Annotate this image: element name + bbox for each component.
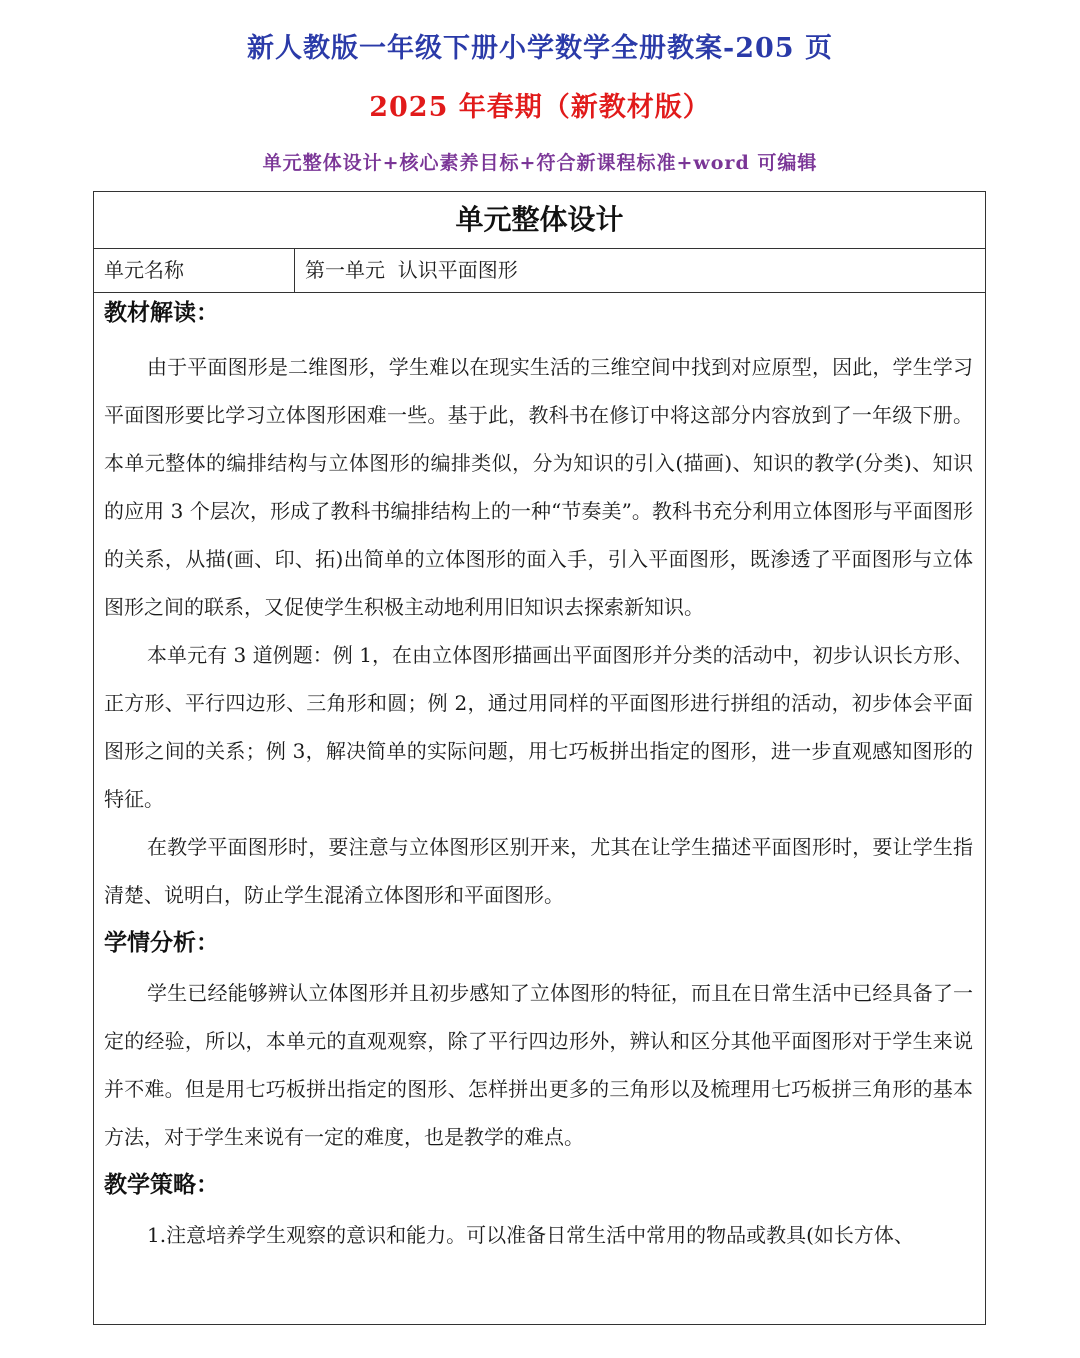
table-heading: 单元整体设计 (94, 192, 985, 249)
document-title: 新人教版一年级下册小学数学全册教案-205 页 (247, 33, 833, 64)
paragraph: 学生已经能够辨认立体图形并且初步感知了立体图形的特征，而且在日常生活中已经具备了一定的经验，所以，本单元的直观观察，除了平行四边形外，辨认和区分其他平面图形对于学生来说并不难。但是用七巧板拼出指定的图形、怎样拼出更多的三角形以及梳理用七巧板拼三角形的基本方法，对于学生来说有一定的难度，也是教学的难点。 (104, 981, 973, 1149)
paragraph: 由于平面图形是二维图形，学生难以在现实生活的三维空间中找到对应原型，因此，学生学习平面图形要比学习立体图形困难一些。基于此，教科书在修订中将这部分内容放到了一年级下册。本单元整体的编排结构与立体图形的编排类似，分为知识的引入(描画)、知识的教学(分类)、知识的应用 3 个层次，形成了教科书编排结构上的一种“节奏美”。教科书充分利用立体图形与平面图形的关系，从描(画、印、拓)出简单的立体图形的面入手，引入平面图形，既渗透了平面图形与立体图形之间的联系，又促使学生积极主动地利用旧知识去探索新知识。 (104, 355, 973, 619)
section-title-strategy: 教学策略： (104, 1171, 219, 1198)
unit-name-row (94, 249, 985, 293)
unit-design-table (93, 191, 986, 1325)
paragraph: 本单元有 3 道例题：例 1，在由立体图形描画出平面图形并分类的活动中，初步认识长方形、正方形、平行四边形、三角形和圆；例 2，通过用同样的平面图形进行拼组的活动，初步体会平面图形之间的关系；例 3，解决简单的实际问题，用七巧板拼出指定的图形，进一步直观感知图形的特征。 (104, 643, 973, 811)
paragraph: 1.注意培养学生观察的意识和能力。可以准备日常生活中常用的物品或教具(如长方体、 (147, 1223, 914, 1247)
table-content (94, 295, 985, 1259)
section-title-analysis: 学情分析： (104, 929, 219, 956)
paragraph: 在教学平面图形时，要注意与立体图形区别开来，尤其在让学生描述平面图形时，要让学生指清楚、说明白，防止学生混淆立体图形和平面图形。 (104, 835, 973, 907)
unit-name-label: 单元名称 (94, 249, 295, 292)
semester-subtitle: 2025 年春期（新教材版） (369, 92, 711, 123)
unit-name-value: 第一单元 认识平面图形 (305, 258, 518, 282)
features-tagline: 单元整体设计+核心素养目标+符合新课程标准+word 可编辑 (262, 152, 818, 174)
section-title-textbook: 教材解读： (104, 299, 219, 326)
